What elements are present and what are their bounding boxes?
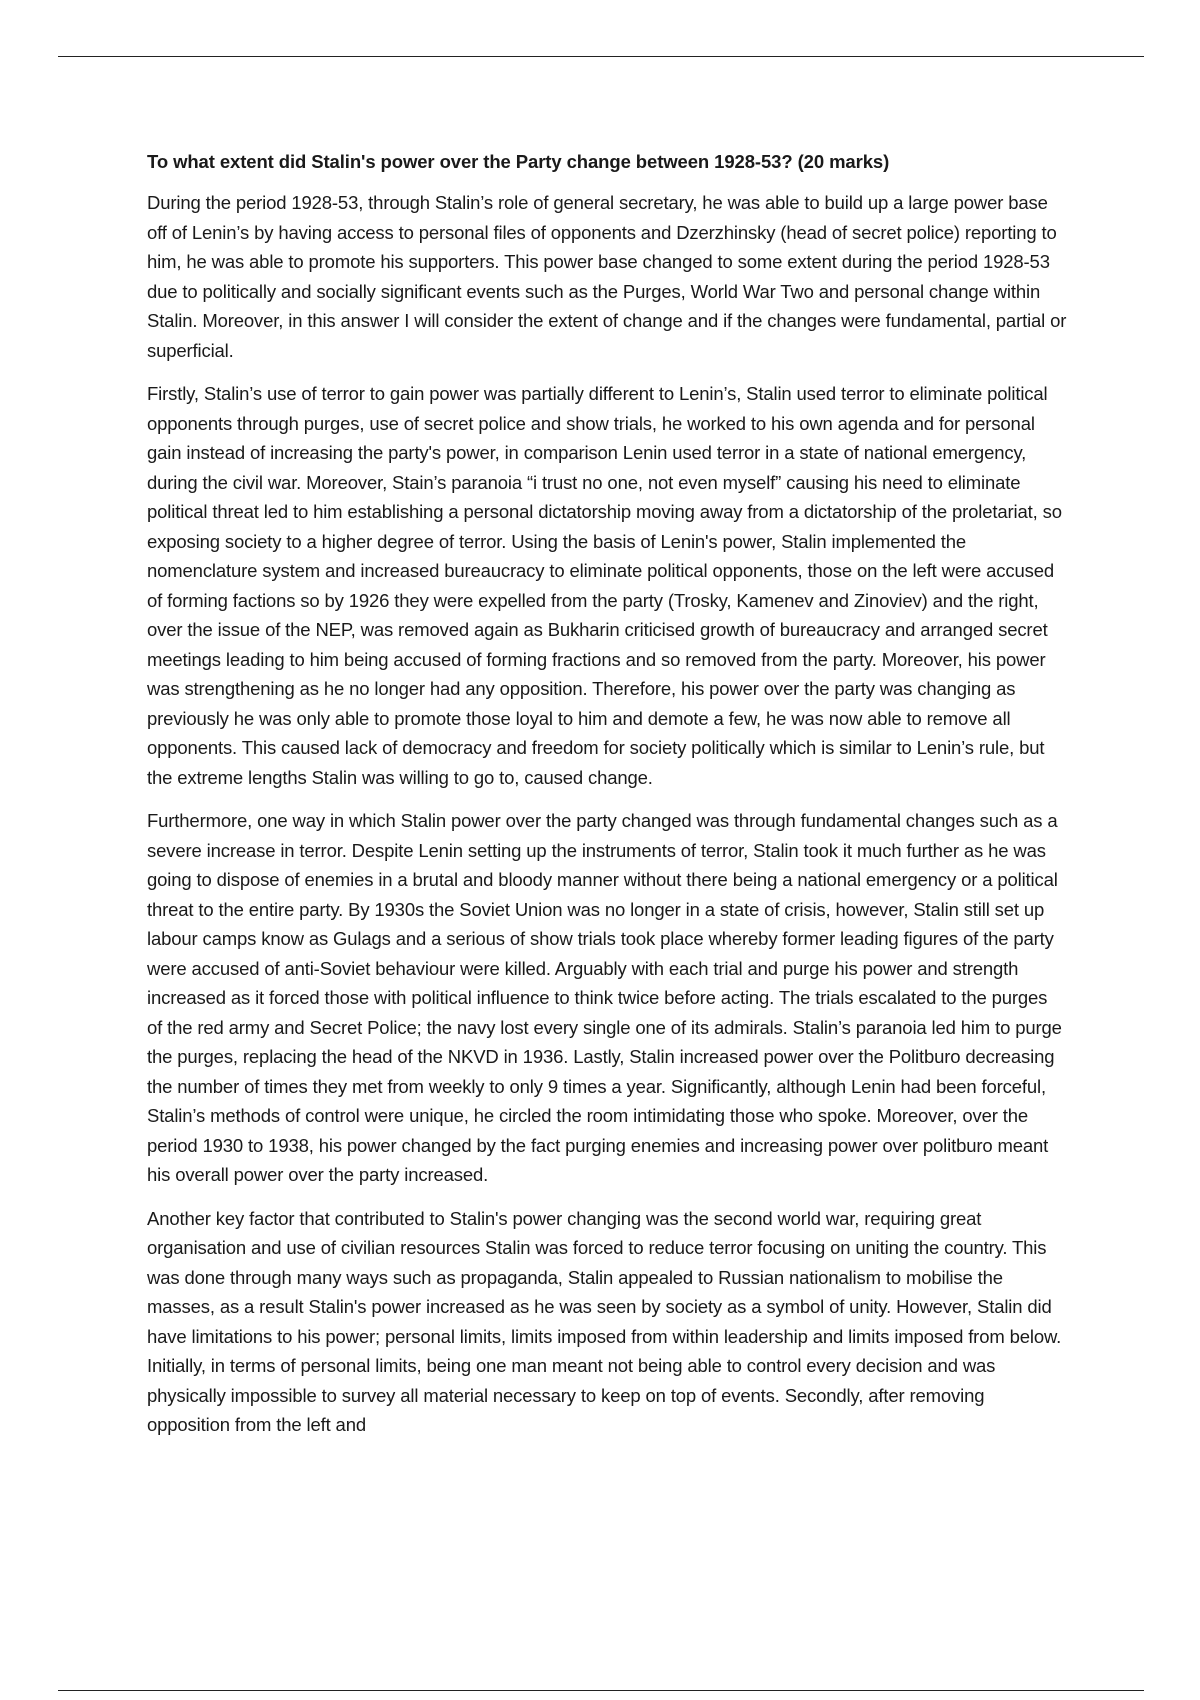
paragraph-introduction: During the period 1928-53, through Stalin’s role of general secretary, he was able to build up a large power base off of Lenin’s by having access to personal files of opponents and Dzerzhinsky (head of secret police) reporting to him, he was able to promote his supporters. This power base changed to some extent during the period 1928-53 due to politically and socially significant events such as the Purges, World War Two and personal change within Stalin. Moreover, in this answer I will consider the extent of change and if the changes were fundamental, partial or superficial.: [147, 192, 1067, 361]
essay-body: [147, 148, 1067, 1454]
paragraph-fundamental-change: Furthermore, one way in which Stalin power over the party changed was through fundamental changes such as a severe increase in terror. Despite Lenin setting up the instruments of terror, Stalin took it much further as he was going to dispose of enemies in a brutal and bloody manner without there being a national emergency or a political threat to the entire party. By 1930s the Soviet Union was no longer in a state of crisis, however, Stalin still set up labour camps know as Gulags and a serious of show trials took place whereby former leading figures of the party were accused of anti-Soviet behaviour were killed. Arguably with each trial and purge his power and strength increased as it forced those with political influence to think twice before acting. The trials escalated to the purges of the red army and Secret Police; the navy lost every single one of its admirals. Stalin’s paranoia led him to purge the purges, replacing the head of the NKVD in 1936. Lastly, Stalin increased power over the Politburo decreasing the number of times they met from weekly to only 9 times a year. Significantly, although Lenin had been forceful, Stalin’s methods of control were unique, he circled the room intimidating those who spoke. Moreover, over the period 1930 to 1938, his power changed by the fact purging enemies and increasing power over politburo meant his overall power over the party increased.: [147, 810, 1062, 1185]
top-rule: [58, 56, 1144, 57]
paragraph-world-war: Another key factor that contributed to Stalin's power changing was the second world war, requiring great organisation and use of civilian resources Stalin was forced to reduce terror focusing on uniting the country. This was done through many ways such as propaganda, Stalin appealed to Russian nationalism to mobilise the masses, as a result Stalin's power increased as he was seen by society as a symbol of unity. However, Stalin did have limitations to his power; personal limits, limits imposed from within leadership and limits imposed from below. Initially, in terms of personal limits, being one man meant not being able to control every decision and was physically impossible to survey all material necessary to keep on top of events. Secondly, after removing opposition from the left and: [147, 1207, 1062, 1435]
bottom-rule: [58, 1690, 1144, 1691]
paragraph-terror-comparison: Firstly, Stalin’s use of terror to gain power was partially different to Lenin’s, Stalin used terror to eliminate political opponents through purges, use of secret police and show trials, he worked to his own agenda and for personal gain instead of increasing the party's power, in comparison Lenin used terror in a state of national emergency, during the civil war. Moreover, Stain’s paranoia “i trust no one, not even myself” causing his need to eliminate political threat led to him establishing a personal dictatorship moving away from a dictatorship of the proletariat, so exposing society to a higher degree of terror. Using the basis of Lenin's power, Stalin implemented the nomenclature system and increased bureaucracy to eliminate political opponents, those on the left were accused of forming factions so by 1926 they were expelled from the party (Trosky, Kamenev and Zinoviev) and the right, over the issue of the NEP, was removed again as Bukharin criticised growth of bureaucracy and arranged secret meetings leading to him being accused of forming fractions and so removed from the party. Moreover, his power was strengthening as he no longer had any opposition. Therefore, his power over the party was changing as previously he was only able to promote those loyal to him and demote a few, he was now able to remove all opponents. This caused lack of democracy and freedom for society politically which is similar to Lenin’s rule, but the extreme lengths Stalin was willing to go to, caused change.: [147, 383, 1062, 788]
essay-question: To what extent did Stalin's power over the Party change between 1928-53? (20 marks): [147, 151, 890, 172]
